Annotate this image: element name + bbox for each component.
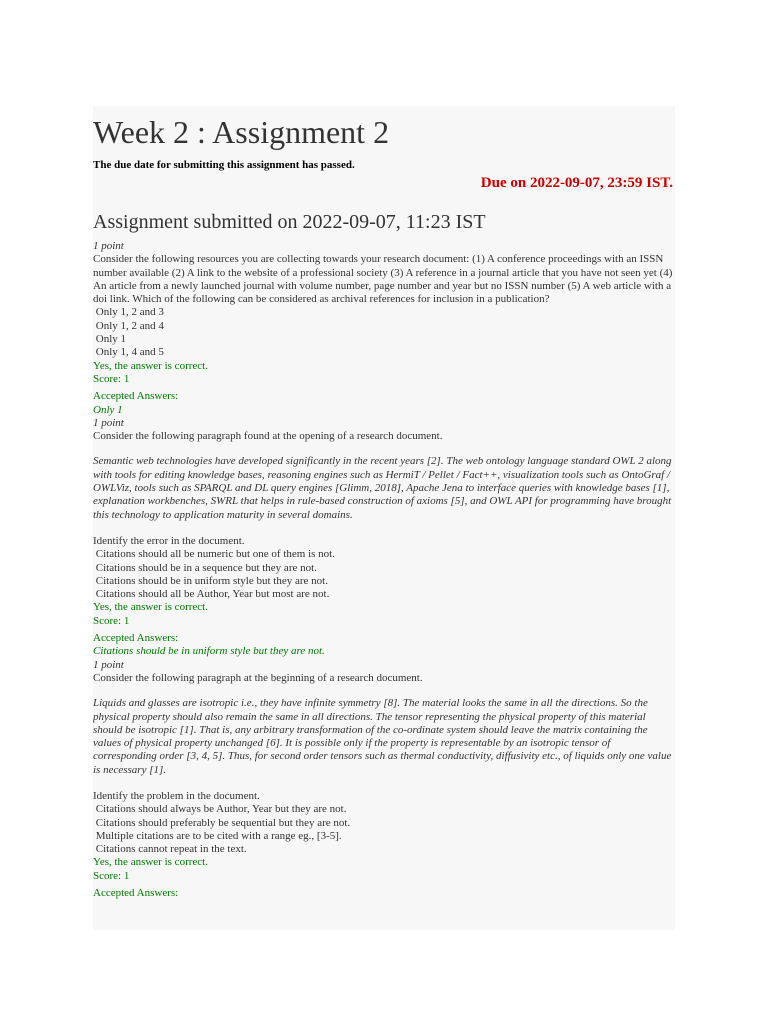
option-label: Multiple citations are to be cited with a range eg., [3-5]. — [95, 829, 342, 842]
page-title: Week 2 : Assignment 2 — [93, 114, 390, 150]
answer-option[interactable] — [93, 562, 673, 575]
accepted-answer: Citations should be in uniform style but they are not. — [93, 645, 325, 658]
option-label: Only 1, 2 and 3 — [95, 306, 164, 319]
answer-option[interactable] — [93, 346, 673, 359]
question-prompt: Identify the error in the document. — [93, 534, 245, 547]
accepted-answers-label: Accepted Answers: — [93, 632, 179, 645]
answer-option[interactable] — [93, 588, 673, 601]
due-passed-notice: The due date for submitting this assignment has passed. — [93, 159, 355, 171]
answer-option[interactable] — [93, 817, 673, 830]
answer-option[interactable] — [93, 830, 673, 843]
answer-option[interactable] — [93, 306, 673, 319]
answer-feedback: Yes, the answer is correct. — [93, 601, 208, 614]
question-text: Consider the following paragraph at the beginning of a research document. — [93, 671, 423, 684]
option-label: Only 1 — [95, 333, 126, 346]
question-paragraph: Liquids and glasses are isotropic i.e., they have infinite symmetry [8]. The material looks the same in all the directions. So the physical property should also remain the same in all directions. The tensor representing the physical property of this material should be isotropic [1]. That is, any arbitrary transformation of the co-ordinate system should leave the matrix containing the values of physical property unchanged [6]. It is possible only if the property is representable by an isotropic tensor of corresponding order [3, 4, 5]. Thus, for second order tensors such as thermal conductivity, diffusivity etc., of liquids only one value is necessary [1]. — [93, 697, 672, 776]
option-label: Only 1, 4 and 5 — [95, 346, 164, 359]
question-prompt: Identify the problem in the document. — [93, 789, 260, 802]
answer-feedback: Yes, the answer is correct. — [93, 856, 208, 869]
answer-feedback: Yes, the answer is correct. — [93, 359, 208, 372]
answer-option[interactable] — [93, 843, 673, 856]
option-label: Citations should be in uniform style but they are not. — [95, 574, 328, 587]
option-label: Citations cannot repeat in the text. — [95, 843, 247, 856]
accepted-answer: Only 1 — [93, 403, 123, 416]
answer-option[interactable] — [93, 320, 673, 333]
accepted-answers-label: Accepted Answers: — [93, 390, 179, 403]
question-paragraph: Semantic web technologies have developed significantly in the recent years [2]. The web ontology language standard OWL 2 along with tools for editing knowledge bases, reasoning engines such as HermiT / Pellet / Fact++, visualization tools such as OntoGraf / OWLViz, tools such as SPARQL and DL query engines [Glimm, 2018], Apache Jena to interface queries with knowledge bases [1], explanation workbenches, SWRL that helps in rule-based construction of axioms [5], and OWL API for programming have brought this technology to application maturity in several domains. — [93, 455, 672, 521]
answer-option[interactable] — [93, 333, 673, 346]
answer-option[interactable] — [93, 803, 673, 816]
question-text: Consider the following resources you are collecting towards your research document: (1) A conference proceedings with an ISSN number available (2) A link to the website of a professional society (3) A reference in a journal article that you have not seen yet (4) An article from a newly launched journal with volume number, page number and year but no ISSN number (5) A web article with a doi link. Which of the following can be considered as archival references for inclusion in a publication? — [93, 253, 673, 306]
option-label: Citations should all be Author, Year but most are not. — [95, 588, 330, 601]
due-date: Due on 2022-09-07, 23:59 IST. — [480, 175, 673, 191]
score: Score: 1 — [93, 869, 130, 882]
question-1 — [93, 240, 673, 417]
question-3 — [93, 659, 673, 901]
option-label: Citations should always be Author, Year but they are not. — [95, 803, 347, 816]
assignment-page — [93, 106, 675, 930]
option-label: Citations should be in a sequence but they are not. — [95, 561, 317, 574]
question-2 — [93, 417, 673, 659]
option-label: Only 1, 2 and 4 — [95, 319, 164, 332]
answer-option[interactable] — [93, 575, 673, 588]
score: Score: 1 — [93, 372, 130, 385]
option-label: Citations should preferably be sequential but they are not. — [95, 816, 351, 829]
answer-option[interactable] — [93, 548, 673, 561]
question-points: 1 point — [93, 416, 124, 429]
question-text: Consider the following paragraph found at the opening of a research document. — [93, 430, 443, 443]
submission-status: Assignment submitted on 2022-09-07, 11:23 IST — [93, 211, 486, 233]
score: Score: 1 — [93, 614, 130, 627]
accepted-answers-label: Accepted Answers: — [93, 887, 179, 900]
option-label: Citations should all be numeric but one of them is not. — [95, 548, 335, 561]
question-points: 1 point — [93, 240, 124, 252]
question-points: 1 point — [93, 658, 124, 671]
